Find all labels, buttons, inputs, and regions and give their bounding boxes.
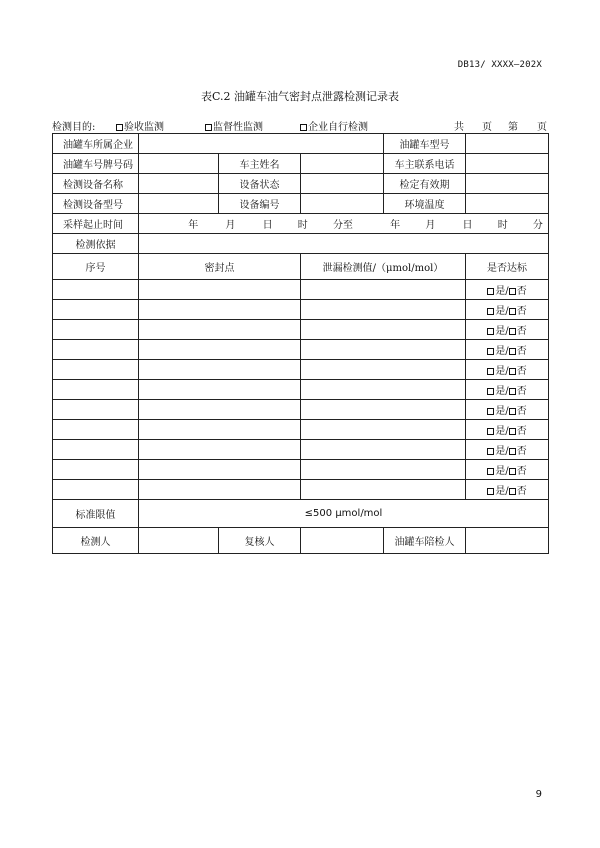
leak-value-cell[interactable] <box>301 340 466 360</box>
seal-point-cell[interactable] <box>139 460 301 480</box>
pass-cell: 是/ 否 <box>466 380 549 400</box>
inspector-field[interactable] <box>139 528 219 554</box>
device-model-field[interactable] <box>139 194 219 214</box>
leak-value-cell[interactable] <box>301 320 466 340</box>
pages-total-label: 共 <box>454 122 464 133</box>
label-device-model: 检测设备型号 <box>53 194 139 214</box>
header-pass: 是否达标 <box>466 254 549 280</box>
label-device-name: 检测设备名称 <box>53 174 139 194</box>
label-truck-model: 油罐车型号 <box>384 134 466 154</box>
device-no-field[interactable] <box>301 194 384 214</box>
device-name-field[interactable] <box>139 174 219 194</box>
leak-value-cell[interactable] <box>301 280 466 300</box>
seal-point-cell[interactable] <box>139 340 301 360</box>
row-no-cell[interactable] <box>53 360 139 380</box>
seal-point-cell[interactable] <box>139 300 301 320</box>
label-basis: 检测依据 <box>53 234 139 254</box>
pages-total-unit: 页 <box>482 122 492 133</box>
checkbox-icon[interactable] <box>116 124 123 131</box>
pass-cell: 是/ 否 <box>466 460 549 480</box>
pass-cell: 是/ 否 <box>466 480 549 500</box>
table-row <box>53 360 549 380</box>
no-checkbox-icon[interactable] <box>509 288 516 295</box>
label-limit: 标准限值 <box>53 500 139 528</box>
no-checkbox-icon[interactable] <box>509 308 516 315</box>
header-leak-value: 泄漏检测值/（μmol/mol） <box>301 254 466 280</box>
yes-checkbox-icon[interactable] <box>487 288 494 295</box>
seal-point-cell[interactable] <box>139 320 301 340</box>
page-no-label: 第 <box>508 122 518 133</box>
no-checkbox-icon[interactable] <box>509 388 516 395</box>
table-row <box>53 460 549 480</box>
no-checkbox-icon[interactable] <box>509 468 516 475</box>
purpose-option-supervisory[interactable]: 监督性监测 <box>205 118 263 133</box>
seal-point-cell[interactable] <box>139 360 301 380</box>
plate-field[interactable] <box>139 154 219 174</box>
record-table <box>52 133 549 554</box>
yes-checkbox-icon[interactable] <box>487 488 494 495</box>
leak-value-cell[interactable] <box>301 440 466 460</box>
table-row <box>53 420 549 440</box>
leak-value-cell[interactable] <box>301 460 466 480</box>
leak-value-cell[interactable] <box>301 400 466 420</box>
owner-phone-field[interactable] <box>466 154 549 174</box>
detection-purpose-line <box>52 118 548 132</box>
standard-code: DB13/ XXXX—202X <box>457 60 542 70</box>
no-checkbox-icon[interactable] <box>509 428 516 435</box>
header-seal-point: 密封点 <box>139 254 301 280</box>
purpose-label: 检测目的: <box>52 122 96 133</box>
label-device-no: 设备编号 <box>219 194 301 214</box>
page-no-unit: 页 <box>537 122 547 133</box>
table-row <box>53 400 549 420</box>
label-validity: 检定有效期 <box>384 174 466 194</box>
label-owner-name: 车主姓名 <box>219 154 301 174</box>
yes-checkbox-icon[interactable] <box>487 408 494 415</box>
table-row <box>53 320 549 340</box>
row-no-cell[interactable] <box>53 320 139 340</box>
company-field[interactable] <box>139 134 384 154</box>
seal-point-cell[interactable] <box>139 440 301 460</box>
row-no-cell[interactable] <box>53 460 139 480</box>
yes-checkbox-icon[interactable] <box>487 428 494 435</box>
seal-point-cell[interactable] <box>139 420 301 440</box>
purpose-option-self[interactable]: 企业自行检测 <box>300 118 368 133</box>
label-env-temp: 环境温度 <box>384 194 466 214</box>
row-no-cell[interactable] <box>53 440 139 460</box>
pass-cell: 是/ 否 <box>466 400 549 420</box>
label-sampling-time: 采样起止时间 <box>53 214 139 234</box>
page-title: 表C.2 油罐车油气密封点泄露检测记录表 <box>200 90 399 103</box>
row-no-cell[interactable] <box>53 480 139 500</box>
leak-value-cell[interactable] <box>301 300 466 320</box>
label-device-state: 设备状态 <box>219 174 301 194</box>
escort-field[interactable] <box>466 528 549 554</box>
page-number: 9 <box>535 789 542 800</box>
leak-value-cell[interactable] <box>301 480 466 500</box>
pass-cell: 是/ 否 <box>466 340 549 360</box>
no-checkbox-icon[interactable] <box>509 328 516 335</box>
no-checkbox-icon[interactable] <box>509 368 516 375</box>
row-no-cell[interactable] <box>53 280 139 300</box>
no-checkbox-icon[interactable] <box>509 348 516 355</box>
label-owner-phone: 车主联系电话 <box>384 154 466 174</box>
pass-cell: 是/ 否 <box>466 420 549 440</box>
table-row <box>53 480 549 500</box>
label-inspector: 检测人 <box>53 528 139 554</box>
yes-checkbox-icon[interactable] <box>487 388 494 395</box>
label-company: 油罐车所属企业 <box>53 134 139 154</box>
owner-name-field[interactable] <box>301 154 384 174</box>
pass-cell: 是/ 否 <box>466 300 549 320</box>
yes-checkbox-icon[interactable] <box>487 308 494 315</box>
yes-checkbox-icon[interactable] <box>487 348 494 355</box>
pass-cell: 是/ 否 <box>466 360 549 380</box>
env-temp-field[interactable] <box>466 194 549 214</box>
row-no-cell[interactable] <box>53 420 139 440</box>
label-escort: 油罐车陪检人 <box>384 528 466 554</box>
no-checkbox-icon[interactable] <box>509 408 516 415</box>
pass-cell: 是/ 否 <box>466 320 549 340</box>
device-state-field[interactable] <box>301 174 384 194</box>
reviewer-field[interactable] <box>301 528 384 554</box>
purpose-option-acceptance[interactable]: 验收监测 <box>116 118 164 133</box>
leak-value-cell[interactable] <box>301 380 466 400</box>
pass-cell: 是/ 否 <box>466 280 549 300</box>
row-no-cell[interactable] <box>53 300 139 320</box>
basis-field[interactable] <box>139 234 549 254</box>
yes-checkbox-icon[interactable] <box>487 448 494 455</box>
table-row <box>53 300 549 320</box>
table-row <box>53 380 549 400</box>
no-checkbox-icon[interactable] <box>509 488 516 495</box>
table-row <box>53 440 549 460</box>
label-reviewer: 复核人 <box>219 528 301 554</box>
row-no-cell[interactable] <box>53 400 139 420</box>
seal-point-cell[interactable] <box>139 400 301 420</box>
leak-value-cell[interactable] <box>301 420 466 440</box>
seal-point-cell[interactable] <box>139 480 301 500</box>
yes-checkbox-icon[interactable] <box>487 368 494 375</box>
truck-model-field[interactable] <box>466 134 549 154</box>
checkbox-icon[interactable] <box>205 124 212 131</box>
limit-value: ≤500 μmol/mol <box>139 500 549 528</box>
validity-field[interactable] <box>466 174 549 194</box>
label-plate: 油罐车号牌号码 <box>53 154 139 174</box>
table-row <box>53 280 549 300</box>
yes-checkbox-icon[interactable] <box>487 468 494 475</box>
checkbox-icon[interactable] <box>300 124 307 131</box>
no-checkbox-icon[interactable] <box>509 448 516 455</box>
header-no: 序号 <box>53 254 139 280</box>
pass-cell: 是/ 否 <box>466 440 549 460</box>
row-no-cell[interactable] <box>53 340 139 360</box>
seal-point-cell[interactable] <box>139 280 301 300</box>
sampling-time-field[interactable]: 年 月 日 时 分至 年 月 日 时 分 <box>139 214 549 234</box>
seal-point-cell[interactable] <box>139 380 301 400</box>
table-row <box>53 340 549 360</box>
leak-value-cell[interactable] <box>301 360 466 380</box>
row-no-cell[interactable] <box>53 380 139 400</box>
yes-checkbox-icon[interactable] <box>487 328 494 335</box>
